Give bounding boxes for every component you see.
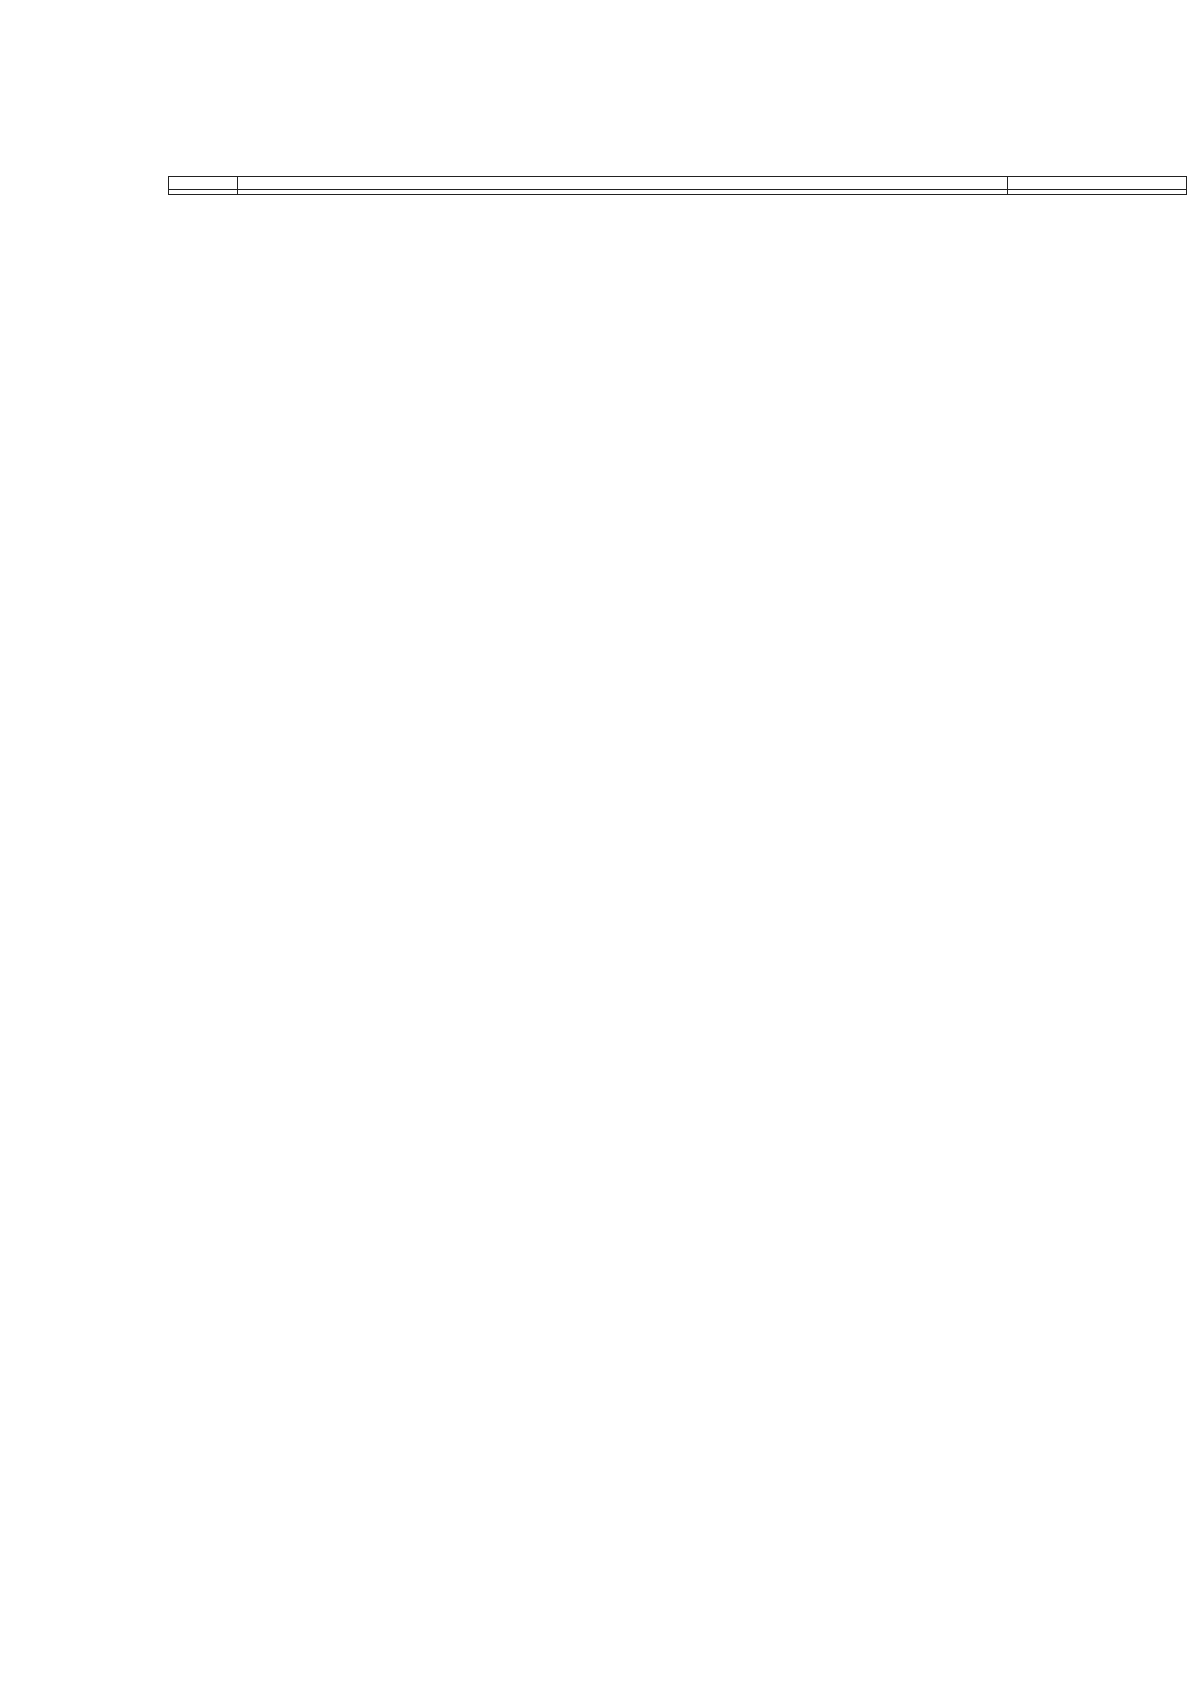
column-number-2 <box>238 190 1008 195</box>
column-number-3 <box>1008 190 1187 195</box>
column-number-1 <box>169 190 238 195</box>
table-header-row <box>169 177 1187 190</box>
header-service-name <box>238 177 1008 190</box>
column-number-row <box>169 190 1187 195</box>
price-table <box>168 176 1187 195</box>
header-price <box>1008 177 1187 190</box>
header-number <box>169 177 238 190</box>
